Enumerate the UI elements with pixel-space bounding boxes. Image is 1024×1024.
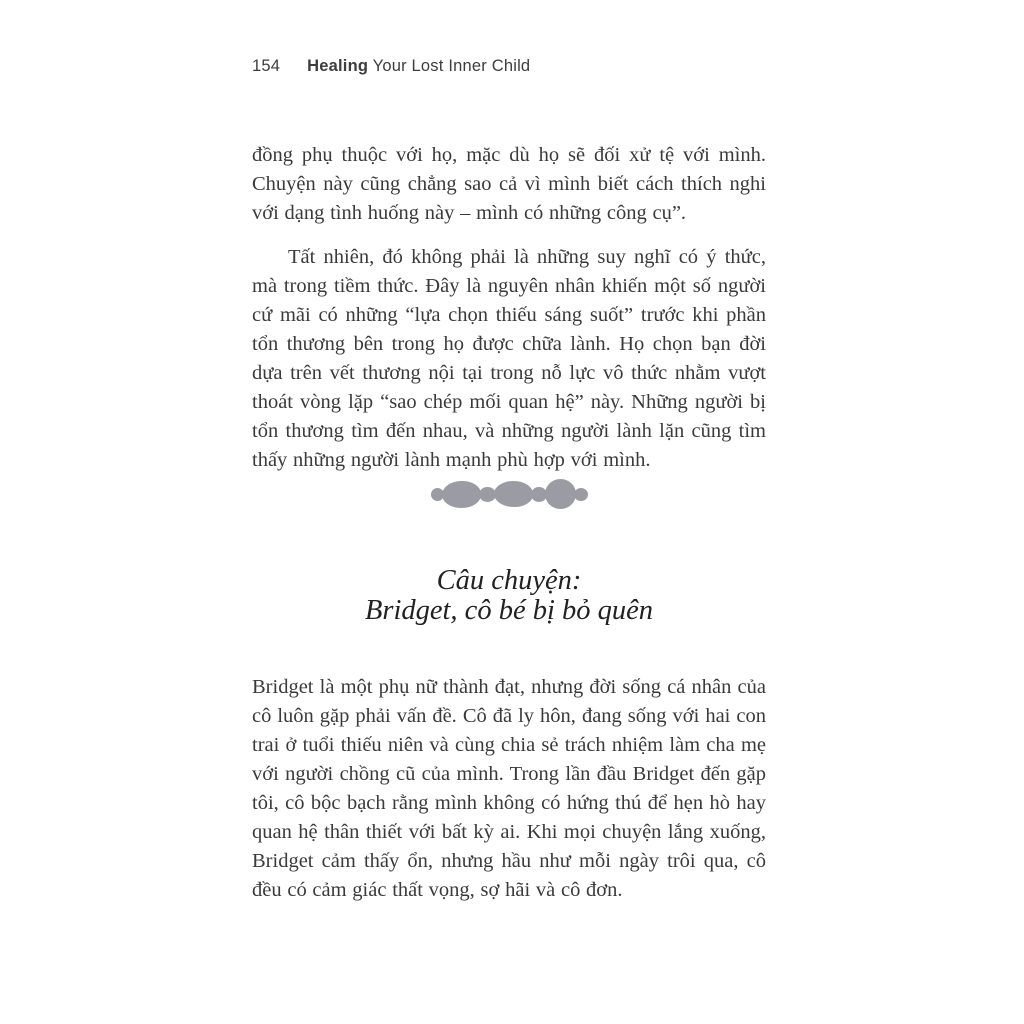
- divider-bead-icon: [574, 488, 588, 501]
- section-heading: [252, 566, 766, 626]
- section-heading-line-1: Câu chuyện:: [436, 565, 582, 596]
- section-divider-ornament: [252, 478, 766, 510]
- body-paragraph-1: đồng phụ thuộc với họ, mặc dù họ sẽ đối xử tệ với mình. Chuyện này cũng chẳng sao cả vì mình biết cách thích nghi với dạng tình huống này – mình có những công cụ”.: [252, 143, 766, 224]
- section-paragraph-1: Bridget là một phụ nữ thành đạt, nhưng đời sống cá nhân của cô luôn gặp phải vấn đề. Cô đã ly hôn, đang sống với hai con trai ở tuổi thiếu niên và cùng chia sẻ trách nhiệm làm cha mẹ với người chồng cũ của mình. Trong lần đầu Bridget đến gặp tôi, cô bộc bạch rằng mình không có hứng thú để hẹn hò hay quan hệ thân thiết với bất kỳ ai. Khi mọi chuyện lắng xuống, Bridget cảm thấy ổn, nhưng hầu như mỗi ngày trôi qua, cô đều có cảm giác thất vọng, sợ hãi và cô đơn.: [252, 675, 766, 901]
- body-paragraph-2: Tất nhiên, đó không phải là những suy nghĩ có ý thức, mà trong tiềm thức. Đây là nguyên nhân khiến một số người cứ mãi có những “lựa chọn thiếu sáng suốt” trước khi phần tổn thương bên trong họ được chữa lành. Họ chọn bạn đời dựa trên vết thương nội tại trong nỗ lực vô thức nhằm vượt thoát vòng lặp “sao chép mối quan hệ” này. Những người bị tổn thương tìm đến nhau, và những người lành lặn cũng tìm thấy những người lành mạnh phù hợp với mình.: [252, 245, 766, 471]
- running-title-rest: Your Lost Inner Child: [368, 57, 531, 75]
- divider-bead-icon: [545, 479, 576, 509]
- running-title-bold: Healing: [307, 57, 369, 75]
- page-number: 154: [252, 57, 281, 75]
- divider-bead-icon: [442, 481, 481, 508]
- divider-bead-icon: [479, 487, 496, 502]
- running-header: [252, 55, 766, 77]
- divider-bead-icon: [494, 481, 533, 507]
- section-heading-line-2: Bridget, cô bé bị bỏ quên: [364, 595, 654, 626]
